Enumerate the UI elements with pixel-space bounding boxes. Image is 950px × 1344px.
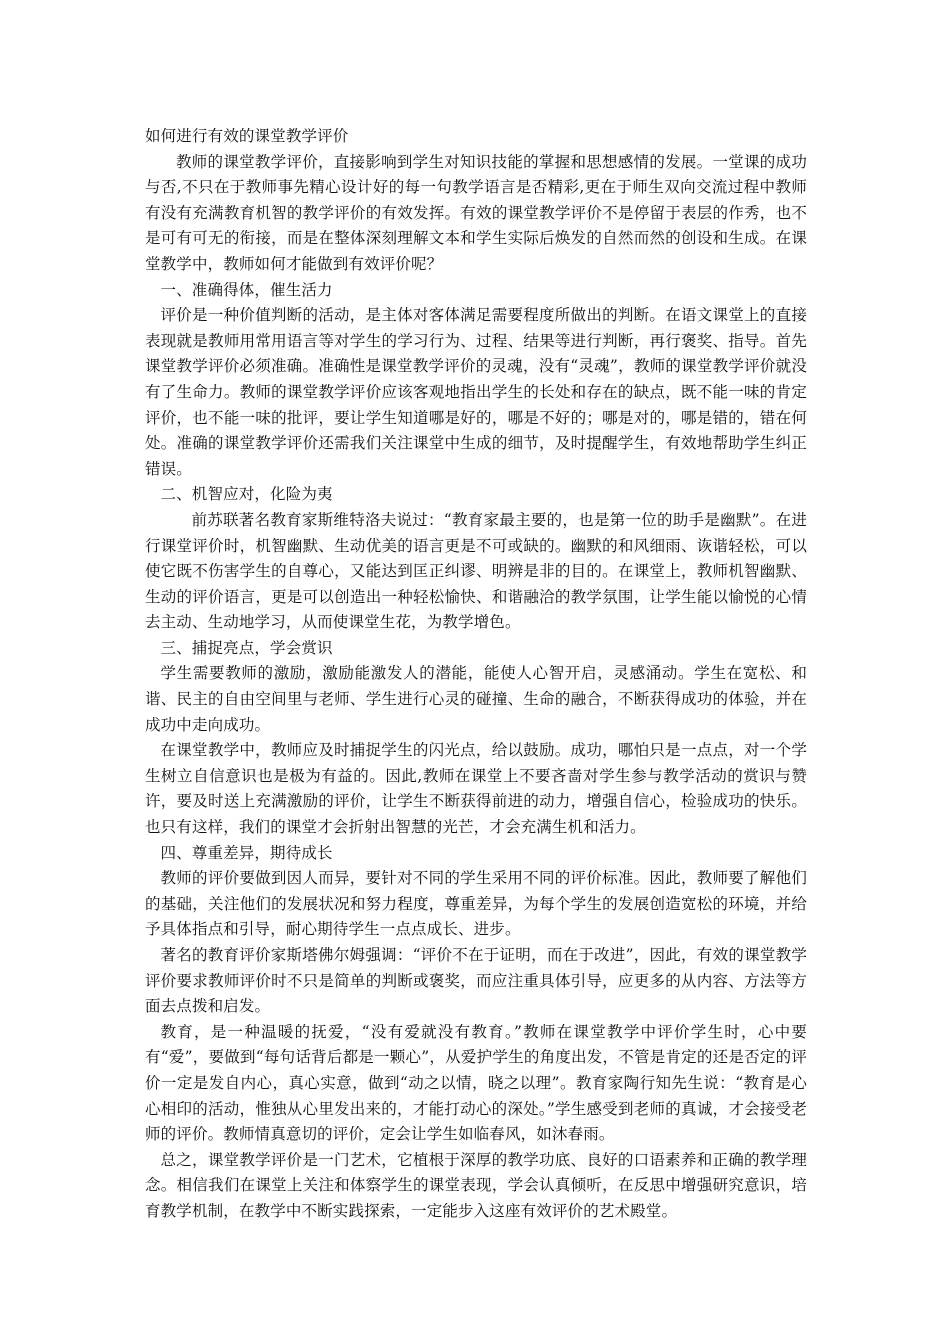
section-heading-2: 二、机智应对，化险为夷 bbox=[160, 485, 333, 504]
section-4-paragraph-3: 教育，是一种温暖的抚爱，“没有爱就没有教育。”教师在课堂教学中评价学生时，心中要有“爱”，要做到“每句话背后都是一颗心”，从爱护学生的角度出发，不管是肯定的还是否定的评价一定是发自内心，真心实意，做到“动之以情，晓之以理”。教育家陶行知先生说：“教育是心心相印的活动，惟独从心里发出来的，才能打动心的深处。”学生感受到老师的真诚，才会接受老师的评价。教师情真意切的评价，定会让学生如临春风，如沐春雨。 bbox=[145, 1022, 807, 1144]
section-4-paragraph-4: 总之，课堂教学评价是一门艺术，它植根于深厚的教学功底、良好的口语素养和正确的教学理念。相信我们在课堂上关注和体察学生的课堂表现，学会认真倾听，在反思中增强研究意识，培育教学机制，在教学中不断实践探索，一定能步入这座有效评价的艺术殿堂。 bbox=[145, 1150, 807, 1220]
document-page bbox=[145, 124, 807, 1225]
section-1-paragraph-1: 评价是一种价值判断的活动，是主体对客体满足需要程度所做出的判断。在语文课堂上的直接表现就是教师用常用语言等对学生的学习行为、过程、结果等进行判断，再行褒奖、指导。首先课堂教学评价必须准确。准确性是课堂教学评价的灵魂，没有“灵魂”，教师的课堂教学评价就没有了生命力。教师的课堂教学评价应该客观地指出学生的长处和存在的缺点，既不能一味的肯定评价，也不能一味的批评，要让学生知道哪是好的，哪是不好的；哪是对的，哪是错的，错在何处。准确的课堂教学评价还需我们关注课堂中生成的细节，及时提醒学生，有效地帮助学生纠正错误。 bbox=[145, 306, 807, 478]
intro-paragraph: 教师的课堂教学评价，直接影响到学生对知识技能的掌握和思想感情的发展。一堂课的成功与否,不只在于教师事先精心设计好的每一句教学语言是否精彩,更在于师生双向交流过程中教师有没有充满教育机智的教学评价的有效发挥。有效的课堂教学评价不是停留于表层的作秀，也不是可有可无的衔接，而是在整体深刻理解文本和学生实际后焕发的自然而然的创设和生成。在课堂教学中，教师如何才能做到有效评价呢？ bbox=[145, 152, 807, 273]
section-3-paragraph-2: 在课堂教学中，教师应及时捕捉学生的闪光点，给以鼓励。成功，哪怕只是一点点，对一个学生树立自信意识也是极为有益的。因此,教师在课堂上不要吝啬对学生参与教学活动的赏识与赞许，要及时送上充满激励的评价，让学生不断获得前进的动力，增强自信心，检验成功的快乐。也只有这样，我们的课堂才会折射出智慧的光芒，才会充满生机和活力。 bbox=[145, 741, 807, 837]
section-3-paragraph-1: 学生需要教师的激励，激励能激发人的潜能，能使人心智开启，灵感涌动。学生在宽松、和谐、民主的自由空间里与老师、学生进行心灵的碰撞、生命的融合，不断获得成功的体验，并在成功中走向成功。 bbox=[145, 664, 807, 734]
section-heading-1: 一、准确得体，催生活力 bbox=[160, 280, 333, 299]
section-4-paragraph-2: 著名的教育评价家斯塔佛尔姆强调：“评价不在于证明，而在于改进”，因此，有效的课堂教学评价要求教师评价时不只是简单的判断或褒奖，而应注重具体引导，应更多的从内容、方法等方面去点拨和启发。 bbox=[145, 946, 807, 1016]
section-4-paragraph-1: 教师的评价要做到因人而异，要针对不同的学生采用不同的评价标准。因此，教师要了解他们的基础，关注他们的发展状况和努力程度，尊重差异，为每个学生的发展创造宽松的环境，并给予具体指点和引导，耐心期待学生一点点成长、进步。 bbox=[145, 869, 807, 939]
document-title: 如何进行有效的课堂教学评价 bbox=[145, 127, 349, 145]
section-2-paragraph-1: 前苏联著名教育家斯维特洛夫说过：“教育家最主要的，也是第一位的助手是幽默”。在进行课堂评价时，机智幽默、生动优美的语言更是不可或缺的。幽默的和风细雨、诙谐轻松，可以使它既不伤害学生的自尊心，又能达到匡正纠谬、明辨是非的目的。在课堂上，教师机智幽默、生动的评价语言，更是可以创造出一种轻松愉快、和谐融洽的教学氛围，让学生能以愉悦的心情去主动、生动地学习，从而使课堂生花，为教学增色。 bbox=[145, 510, 807, 632]
section-heading-3: 三、捕捉亮点，学会赏识 bbox=[160, 638, 333, 657]
section-heading-4: 四、尊重差异，期待成长 bbox=[160, 843, 333, 862]
